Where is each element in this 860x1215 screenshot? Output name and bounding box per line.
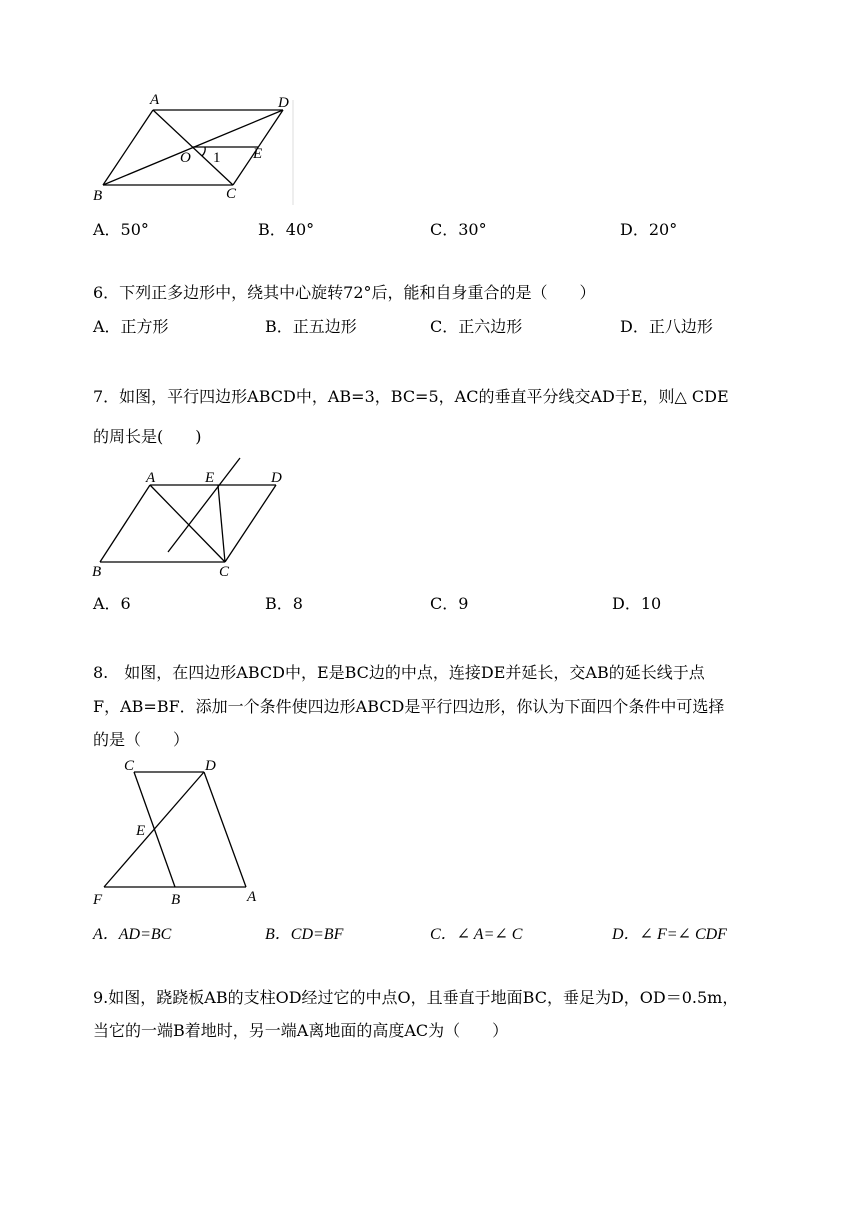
q5-label-e: E xyxy=(253,146,263,162)
q6-option-a: A．正方形 xyxy=(93,317,169,336)
q7-option-c: C．9 xyxy=(430,594,469,613)
q8-option-d: D．∠ F=∠ CDF xyxy=(612,926,727,943)
q8-stem-line3: 的是（ ） xyxy=(93,730,190,749)
q7-label-a: A xyxy=(146,470,156,486)
q5-label-c: C xyxy=(226,186,237,202)
q7-stem-line1: 7．如图，平行四边形ABCD中，AB=3，BC=5，AC的垂直平分线交AD于E，则△ CDE xyxy=(93,387,729,406)
q8-figure xyxy=(88,752,268,912)
q6-option-b: B．正五边形 xyxy=(265,317,357,336)
q7-stem-line2: 的周长是( ) xyxy=(93,427,202,446)
q7-label-d: D xyxy=(271,470,282,486)
q8-option-b: B．CD=BF xyxy=(265,926,344,943)
q7-option-b: B．8 xyxy=(265,594,303,613)
q6-option-d: D．正八边形 xyxy=(620,317,713,336)
q7-option-d: D．10 xyxy=(612,594,662,613)
q8-label-d: D xyxy=(205,758,216,774)
q5-option-d: D．20° xyxy=(620,220,678,239)
q5-label-b: B xyxy=(93,188,103,204)
q6-stem: 6．下列正多边形中，绕其中心旋转72°后，能和自身重合的是（ ） xyxy=(93,283,596,302)
q8-stem-line2: F，AB=BF．添加一个条件使四边形ABCD是平行四边形，你认为下面四个条件中可选择 xyxy=(93,697,725,716)
q5-label-d: D xyxy=(278,95,289,111)
q8-label-f: F xyxy=(93,892,103,908)
q5-angle-label: 1 xyxy=(213,150,221,166)
q5-option-c: C．30° xyxy=(430,220,487,239)
q8-option-c: C．∠ A=∠ C xyxy=(430,926,523,943)
q5-option-b: B．40° xyxy=(258,220,315,239)
q7-figure xyxy=(88,455,298,580)
q5-figure xyxy=(90,90,305,210)
q9-stem-line2: 当它的一端B着地时，另一端A离地面的高度AC为（ ） xyxy=(93,1021,509,1040)
q8-label-a: A xyxy=(247,889,257,905)
q5-option-a: A．50° xyxy=(93,220,149,239)
q9-stem-line1: 9.如图，跷跷板AB的支柱OD经过它的中点O，且垂直于地面BC，垂足为D，OD＝0.5m， xyxy=(93,988,739,1007)
q7-option-a: A．6 xyxy=(93,594,131,613)
q8-stem-line1: 8. 如图，在四边形ABCD中，E是BC边的中点，连接DE并延长，交AB的延长线于点 xyxy=(93,663,705,682)
q8-option-a: A．AD=BC xyxy=(93,926,172,943)
q8-label-b: B xyxy=(171,892,181,908)
q7-label-e: E xyxy=(205,470,215,486)
q8-label-e: E xyxy=(136,823,146,839)
q7-label-c: C xyxy=(219,564,230,580)
q5-label-a: A xyxy=(150,92,160,108)
q6-option-c: C．正六边形 xyxy=(430,317,523,336)
q7-label-b: B xyxy=(92,564,102,580)
q5-label-o: O xyxy=(180,150,191,166)
q8-label-c: C xyxy=(124,758,135,774)
